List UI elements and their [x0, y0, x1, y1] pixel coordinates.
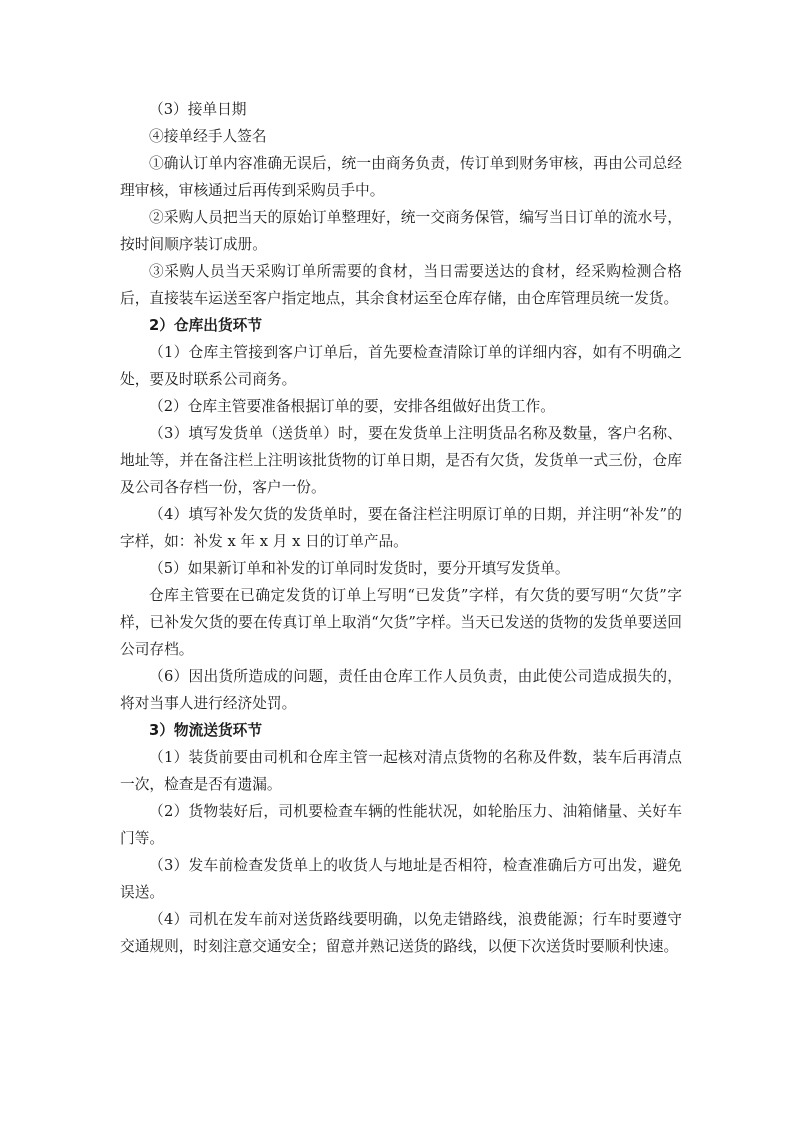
paragraph: （2）货物装好后，司机要检查车辆的性能状况，如轮胎压力、油箱储量、关好车门等。	[120, 803, 682, 847]
paragraph: （4）填写补发欠货的发货单时，要在备注栏注明原订单的日期，并注明“补发”的字样，如：补发 x 年 x 月 x 日的订单产品。	[120, 506, 682, 550]
paragraph: （3）填写发货单（送货单）时，要在发货单上注明货品名称及数量，客户名称、地址等，并在备注栏上注明该批货物的订单日期，是否有欠货，发货单一式三份，仓库及公司各存档一份，客户一份。	[120, 425, 682, 496]
document-page	[120, 96, 682, 960]
paragraph: ③采购人员当天采购订单所需要的食材，当日需要送达的食材，经采购检测合格后，直接装车运送至客户指定地点，其余食材运至仓库存储，由仓库管理员统一发货。	[120, 263, 682, 307]
paragraph: ②采购人员把当天的原始订单整理好，统一交商务保管，编写当日订单的流水号，按时间顺序装订成册。	[120, 209, 682, 253]
paragraph: 仓库主管要在已确定发货的订单上写明“已发货”字样，有欠货的要写明“欠货”字样，已补发欠货的要在传真订单上取消“欠货”字样。当天已发送的货物的发货单要送回公司存档。	[120, 587, 682, 658]
paragraph: （2）仓库主管要准备根据订单的要，安排各组做好出货工作。	[149, 398, 555, 415]
paragraph: ①确认订单内容准确无误后，统一由商务负责，传订单到财务审核，再由公司总经理审核，审核通过后再传到采购员手中。	[120, 155, 682, 199]
paragraph: （1）装货前要由司机和仓库主管一起核对清点货物的名称及件数，装车后再清点一次，检查是否有遗漏。	[120, 749, 682, 793]
paragraph: （4）司机在发车前对送货路线要明确，以免走错路线，浪费能源；行车时要遵守交通规则，时刻注意交通安全；留意并熟记送货的路线，以便下次送货时要顺利快速。	[120, 911, 682, 955]
section-heading: 3）物流送货环节	[149, 722, 263, 739]
paragraph: （3）接单日期	[149, 101, 247, 118]
paragraph: ④接单经手人签名	[149, 128, 267, 145]
paragraph: （3）发车前检查发货单上的收货人与地址是否相符，检查准确后方可出发，避免误送。	[120, 857, 682, 901]
paragraph: （6）因出货所造成的问题，责任由仓库工作人员负责，由此使公司造成损失的，将对当事人进行经济处罚。	[120, 668, 682, 712]
paragraph: （5）如果新订单和补发的订单同时发货时，要分开填写发货单。	[149, 560, 570, 577]
paragraph: （1）仓库主管接到客户订单后，首先要检查清除订单的详细内容，如有不明确之处，要及时联系公司商务。	[120, 344, 682, 388]
section-heading: 2）仓库出货环节	[149, 317, 263, 334]
